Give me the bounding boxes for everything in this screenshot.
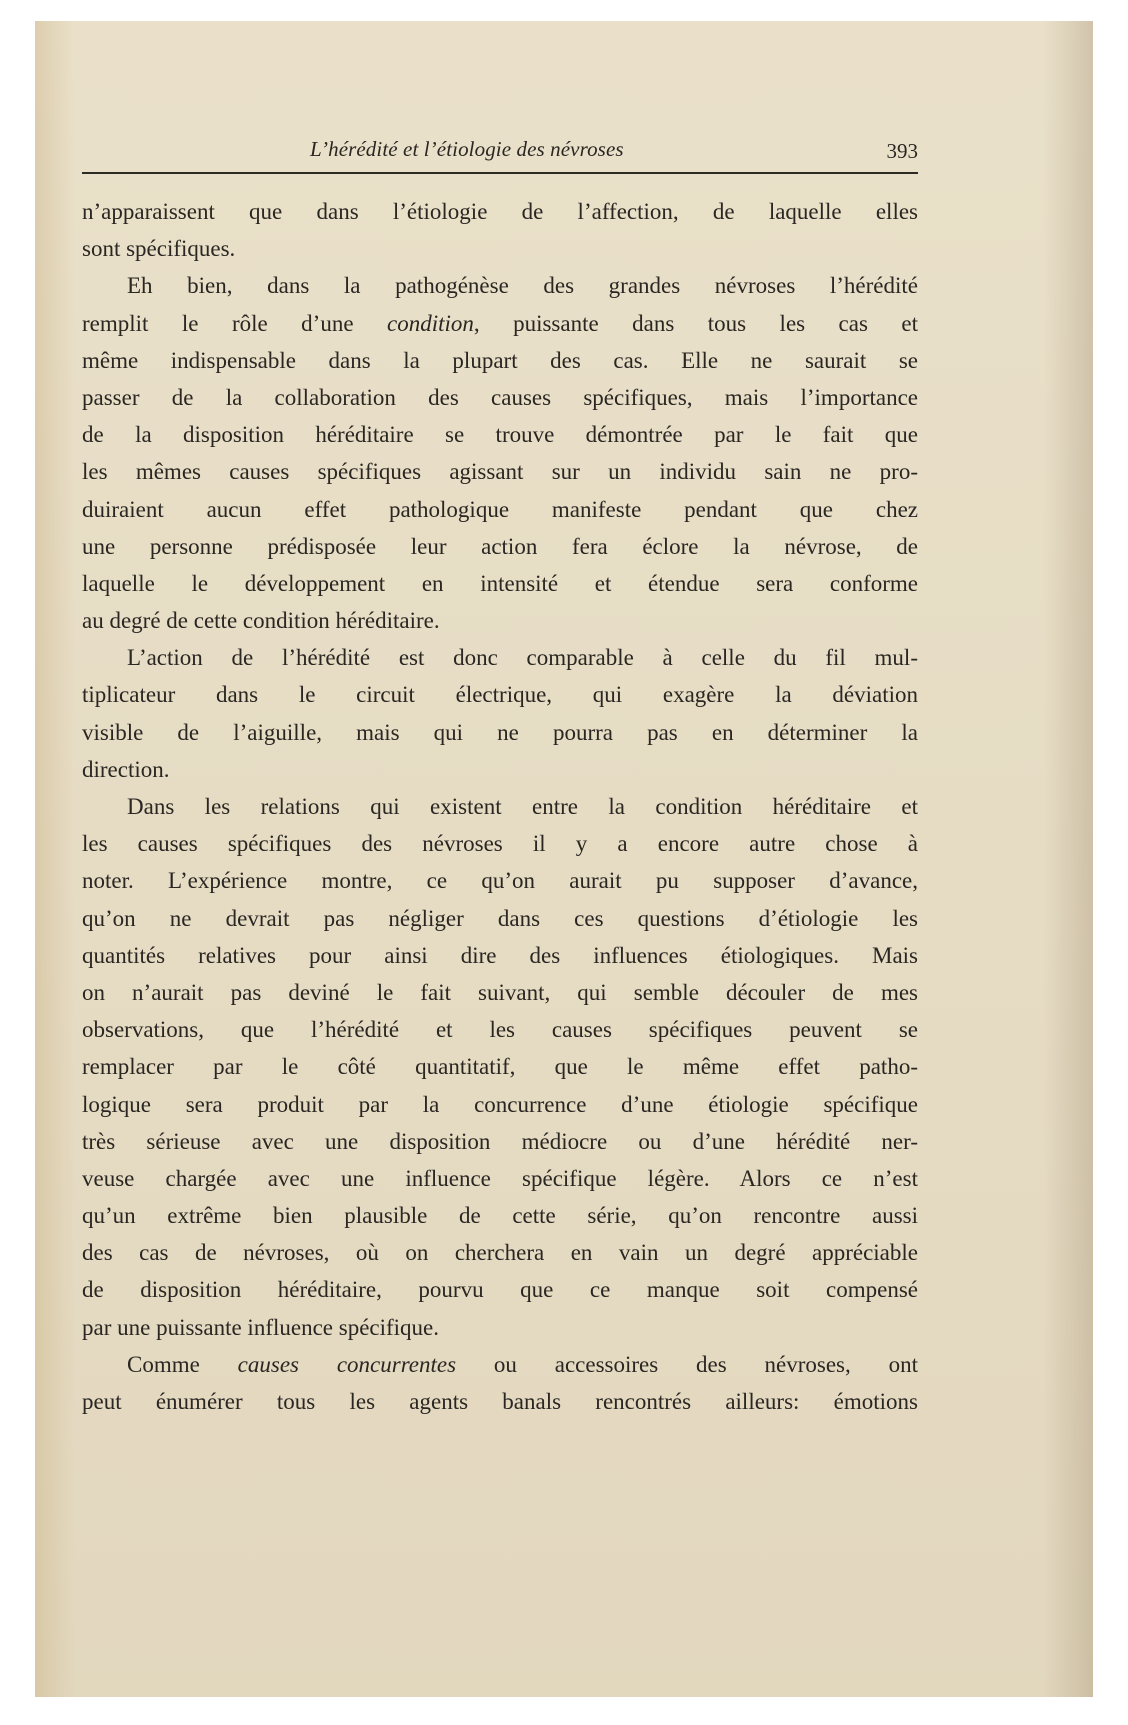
text-line: une personne prédisposée leur action fera éclore la névrose, de: [82, 533, 918, 559]
text-line: qu’un extrême bien plausible de cette série, qu’on rencontre aussi: [82, 1203, 918, 1229]
text-line: sont spécifiques.: [82, 236, 236, 262]
text-line: L’action de l’hérédité est donc comparable à celle du fil mul-: [127, 645, 918, 671]
text-line: direction.: [82, 756, 170, 782]
book-page: [35, 21, 1093, 1697]
text-line: duiraient aucun effet pathologique manifeste pendant que chez: [82, 496, 918, 522]
text-line: même indispensable dans la plupart des cas. Elle ne saurait se: [82, 347, 918, 373]
text-line: qu’on ne devrait pas négliger dans ces questions d’étiologie les: [82, 905, 918, 931]
text-line: de disposition héréditaire, pourvu que ce manque soit compensé: [82, 1277, 918, 1303]
text-line: par une puissante influence spécifique.: [82, 1314, 440, 1340]
text-line: de la disposition héréditaire se trouve démontrée par le fait que: [82, 422, 918, 448]
text-segment: , puissante dans tous les cas et: [473, 310, 918, 336]
text-line: passer de la collaboration des causes spécifiques, mais l’importance: [82, 384, 918, 410]
text-line: logique sera produit par la concurrence d’une étiologie spécifique: [82, 1091, 918, 1117]
text-line: Eh bien, dans la pathogénèse des grandes névroses l’hérédité: [127, 273, 918, 299]
text-line: quantités relatives pour ainsi dire des influences étiologiques. Mais: [82, 942, 918, 968]
text-line: visible de l’aiguille, mais qui ne pourra pas en déterminer la: [82, 719, 918, 745]
text-line: [82, 305, 918, 342]
text-line: des cas de névroses, où on cherchera en vain un degré appréciable: [82, 1240, 918, 1266]
text-line: noter. L’expérience montre, ce qu’on aurait pu supposer d’avance,: [82, 868, 918, 894]
page-number: 393: [886, 139, 918, 163]
text-line: laquelle le développement en intensité et étendue sera conforme: [82, 570, 918, 596]
text-line: veuse chargée avec une influence spécifique légère. Alors ce n’est: [82, 1165, 918, 1191]
text-line: peut énumérer tous les agents banals rencontrés ailleurs: émotions: [82, 1389, 918, 1414]
text-line: les causes spécifiques des névroses il y a encore autre chose à: [82, 831, 918, 857]
body-text: [82, 193, 918, 1420]
text-line: Dans les relations qui existent entre la condition héréditaire et: [127, 794, 918, 819]
text-line: tiplicateur dans le circuit électrique, qui exagère la déviation: [82, 682, 918, 708]
text-line: au degré de cette condition héréditaire.: [82, 608, 440, 634]
text-segment: remplit le rôle d’une: [82, 310, 387, 336]
text-line: observations, que l’hérédité et les causes spécifiques peuvent se: [82, 1017, 918, 1043]
text-line: [82, 1346, 918, 1383]
text-line: très sérieuse avec une disposition médiocre ou d’une hérédité ner-: [82, 1128, 918, 1154]
text-segment: ou accessoires des névroses, ont: [456, 1351, 918, 1377]
text-line: les mêmes causes spécifiques agissant sur un individu sain ne pro-: [82, 459, 918, 485]
italic-emphasis: causes concurrentes: [237, 1351, 457, 1377]
text-line: on n’aurait pas deviné le fait suivant, qui semble découler de mes: [82, 979, 918, 1005]
italic-emphasis: condition: [386, 310, 474, 336]
text-line: remplacer par le côté quantitatif, que le même effet patho-: [82, 1054, 918, 1080]
running-head: [82, 132, 918, 166]
running-title: L’hérédité et l’étiologie des névroses: [310, 137, 624, 161]
header-rule: [82, 172, 918, 174]
text-segment: Comme: [127, 1351, 238, 1377]
text-line: n’apparaissent que dans l’étiologie de l’affection, de laquelle elles: [82, 199, 918, 224]
